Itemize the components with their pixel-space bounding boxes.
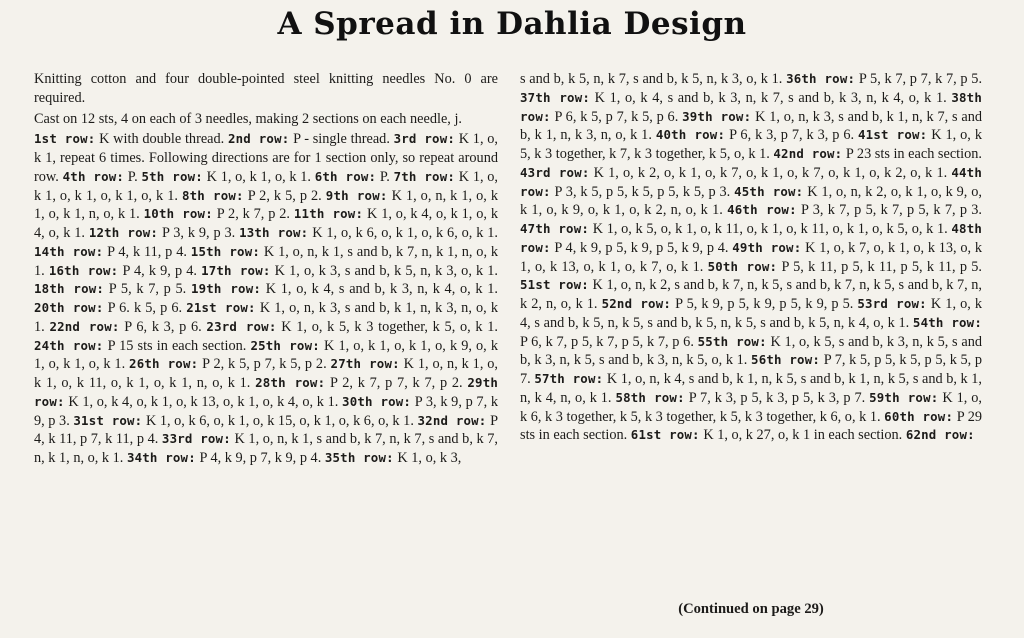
page-title: A Spread in Dahlia Design	[277, 6, 747, 42]
row-text: K 1, o, n, k 3, s and b, k 1, n, k 3, n, o, k 1.	[34, 300, 498, 335]
row-label: 34th row:	[126, 450, 196, 465]
row-label: 21st row:	[186, 300, 256, 315]
row-label: 6th row:	[314, 168, 377, 184]
row-text: P 4, k 11, p 7, k 11, p 4.	[34, 412, 499, 448]
row-text: K 1, o, k 5, o, k 1, o, k 11, o, k 1, o, k 11, o, k 1, o, k 5, o, k 1.	[592, 221, 948, 237]
row-text: K with double thread.	[99, 131, 225, 148]
row-text: P.	[379, 168, 390, 185]
row-text: P 6, k 7, p 5, k 7, p 5, k 7, p 6.	[520, 333, 694, 350]
row-text: K 1, o, k 6, k 3 together, k 5, k 3 together, k 5, k 3 together, k 6, o, k 1.	[520, 389, 982, 425]
row-label: 19th row:	[190, 281, 262, 297]
row-text: K 1, o, k 1, o, k 1, o, k 1, o, k 1.	[34, 168, 498, 204]
row-label: 23rd row:	[206, 318, 277, 334]
row-label: 39th row:	[682, 108, 752, 124]
row-label: 2nd row:	[227, 131, 290, 147]
row-text: K 1, o, k 4, s and b, k 5, n, k 5, s and b, k 5, n, k 5, s and b, k 5, n, k 4, o, k 1.	[520, 296, 983, 331]
row-label: 24th row:	[34, 337, 104, 353]
row-text: K 1, o, k 4, s and b, k 3, n, k 7, s and b, k 3, n, k 4, o, k 1.	[594, 89, 947, 106]
row-label: 40th row:	[655, 127, 726, 143]
row-text: P 6, k 3, p 7, k 3, p 6.	[729, 127, 855, 144]
row-text: P 7, k 3, p 5, k 3, p 5, k 3, p 7.	[688, 389, 866, 406]
row-label: 41st row:	[858, 127, 928, 143]
row-label: 15th row:	[190, 243, 261, 259]
row-label: 25th row:	[250, 337, 320, 353]
right-column	[520, 70, 982, 445]
row-text: K 1, o, n, k 1, s and b, k 7, n, k 1, n, o, k 1.	[34, 243, 499, 279]
row-label: 17th row:	[201, 262, 271, 278]
row-label: 7th row:	[393, 168, 456, 184]
row-label: 54th row:	[912, 314, 982, 330]
row-text: K 1, o, n, k 4, s and b, k 1, n, k 5, s and b, k 1, n, k 5, s and b, k 1, n, k 4, n, o, k 1.	[520, 371, 982, 406]
row-text: K 1, o, k 7, o, k 1, o, k 13, o, k 1, o, k 13, o, k 1, o, k 7, o, k 1.	[520, 239, 982, 275]
row-text: P 3, k 9, p 7, k 9, p 3.	[34, 393, 499, 429]
row-label: 51st row:	[520, 277, 589, 293]
row-text: P 4, k 9, p 7, k 9, p 4.	[199, 450, 322, 466]
row-label: 52nd row:	[601, 296, 672, 311]
row-text: P 15 sts in each section.	[107, 337, 247, 354]
row-text: K 1, o, k 4, o, k 1, o, k 4, o, k 1.	[34, 206, 498, 241]
row-text: P - single thread.	[293, 131, 390, 148]
row-label: 10th row:	[143, 206, 213, 222]
row-label: 14th row:	[34, 243, 104, 259]
row-text: P 5, k 9, p 5, k 9, p 5, k 9, p 5.	[675, 296, 854, 312]
row-text: K 1, o, n, k 1, s and b, k 7, n, k 7, s and b, k 7, n, k 1, n, o, k 1.	[34, 431, 498, 466]
row-label: 37th row:	[520, 89, 591, 105]
row-label: 53rd row:	[857, 296, 927, 311]
row-text: K 1, o, k 5, s and b, k 3, n, k 5, s and b, k 3, n, k 5, s and b, k 3, n, k 5, o, k 1.	[520, 333, 982, 369]
row-text: K 1, o, k 2, o, k 1, o, k 7, o, k 1, o, k 7, o, k 1, o, k 2, o, k 1.	[593, 164, 948, 181]
row-label: 62nd row:	[905, 427, 975, 443]
row-label: 3rd row:	[393, 131, 456, 147]
row-text: K 1, o, k 4, s and b, k 3, n, k 4, o, k 1.	[265, 281, 498, 298]
row-label: 59th row:	[869, 389, 939, 405]
row-label: 5th row:	[141, 168, 203, 184]
row-text: P 3, k 9, p 3.	[161, 225, 236, 241]
row-label: 31st row:	[73, 412, 143, 428]
row-label: 55th row:	[697, 333, 767, 349]
row-label: 43rd row:	[520, 164, 590, 180]
row-label: 38th row:	[520, 89, 982, 124]
row-label: 45th row:	[734, 183, 804, 199]
row-text: P 6, k 5, p 7, k 5, p 6.	[554, 108, 679, 125]
row-label: 60th row:	[884, 408, 954, 424]
row-label: 44th row:	[520, 164, 982, 199]
row-text: K 1, o, k 5, k 3 together, k 7, k 3 together, k 5, o, k 1.	[520, 127, 982, 162]
row-label: 1st row:	[34, 131, 96, 147]
row-label: 20th row:	[34, 300, 104, 315]
left-row-instructions	[34, 130, 498, 468]
row-label: 4th row:	[62, 168, 125, 184]
right-row-instructions	[520, 70, 982, 445]
row-text: P 2, k 7, p 7, k 7, p 2.	[330, 375, 463, 391]
row-text: P 4, k 11, p 4.	[107, 243, 187, 260]
row-label: 13th row:	[239, 225, 309, 240]
row-label: 36th row:	[786, 71, 856, 86]
row-label: 26th row:	[129, 356, 199, 372]
row-text: P 5, k 7, p 5.	[108, 281, 187, 298]
row-text: K 1, o, k 6, o, k 1, o, k 15, o, k 1, o, k 6, o, k 1.	[145, 412, 414, 429]
row-text: P 7, k 5, p 5, k 5, p 5, k 5, p 7.	[520, 352, 982, 387]
row-text: K 1, o, n, k 2, o, k 1, o, k 9, o, k 1, o, k 9, o, k 1, o, k 2, n, o, k 1.	[520, 183, 982, 219]
row-label: 33rd row:	[161, 431, 231, 447]
row-text: K 1, o, n, k 1, o, k 1, o, k 11, o, k 1, o, k 1, n, o, k 1.	[34, 356, 498, 391]
row-text: K 1, o, k 6, o, k 1, o, k 6, o, k 1.	[312, 225, 498, 241]
row-text: K 1, o, k 1, repeat 6 times. Following directions are for 1 section only, so repeat around row.	[34, 131, 498, 185]
intro-materials: Knitting cotton and four double-pointed steel knitting needles No. 0 are required.	[34, 71, 498, 106]
row-label: 50th row:	[707, 258, 778, 274]
row-label: 57th row:	[534, 371, 604, 386]
row-text: P 5, k 7, p 7, k 7, p 5.	[858, 71, 983, 87]
row-label: 11th row:	[293, 206, 364, 222]
row-label: 46th row:	[727, 202, 797, 218]
row-label: 29th row:	[34, 375, 499, 409]
row-text: P 3, k 7, p 5, k 7, p 5, k 7, p 3.	[801, 202, 982, 219]
row-text: P 6. k 5, p 6.	[107, 300, 183, 316]
row-label: 30th row:	[342, 393, 412, 409]
row-label: 35th row:	[324, 450, 394, 465]
row-label: 32nd row:	[417, 412, 487, 428]
intro-cast-on: Cast on 12 sts, 4 on each of 3 needles, making 2 sections on each needle, j.	[34, 110, 463, 127]
row-label: 49th row:	[732, 239, 802, 255]
row-text: K 1, o, k 3, s and b, k 5, n, k 3, o, k 1.	[274, 262, 499, 279]
row-text: K 1, o, k 4, o, k 1, o, k 13, o, k 1, o, k 4, o, k 1.	[68, 393, 339, 410]
row-text: K 1, o, k 1, o, k 1, o, k 9, o, k 1, o, k 1, o, k 1.	[34, 337, 498, 373]
row-label: 9th row:	[325, 187, 388, 203]
row-label: 58th row:	[615, 389, 685, 405]
row-label: 28th row:	[255, 375, 326, 390]
row-text: P 4, k 9, p 4.	[122, 262, 197, 279]
row-text: K 1, o, n, k 3, s and b, k 1, n, k 7, s and b, k 1, n, k 3, n, o, k 1.	[520, 108, 983, 144]
row-label: 27th row:	[330, 356, 400, 372]
row-label: 47th row:	[520, 221, 590, 236]
row-text: P 2, k 5, p 2.	[247, 187, 322, 204]
row-label: 61st row:	[630, 427, 700, 443]
row-text: P 29 sts in each section.	[520, 408, 983, 444]
row-text: P.	[127, 168, 138, 185]
row-text: P 3, k 5, p 5, k 5, p 5, k 5, p 3.	[554, 183, 731, 200]
row-text: K 1, o, k 1, o, k 1.	[206, 168, 311, 185]
row-text: P 23 sts in each section.	[845, 146, 982, 162]
row-text: P 6, k 3, p 6.	[124, 318, 202, 335]
row-text: K 1, o, k 3,	[397, 450, 462, 466]
row-label: 12th row:	[88, 225, 159, 240]
row-text: P 2, k 5, p 7, k 5, p 2.	[202, 356, 327, 373]
row-text: K 1, o, n, k 1, o, k 1, o, k 1, n, o, k 1.	[34, 187, 498, 223]
row-text: P 2, k 7, p 2.	[216, 206, 291, 223]
row-label: 8th row:	[181, 187, 244, 203]
row-text: K 1, o, n, k 2, s and b, k 7, n, k 5, s and b, k 7, n, k 5, s and b, k 7, n, k 2, n, o, k 1.	[520, 277, 982, 312]
continued-note: (Continued on page 29)	[678, 601, 824, 617]
row-text: s and b, k 5, n, k 7, s and b, k 5, n, k 3, o, k 1.	[520, 71, 783, 87]
row-label: 16th row:	[48, 262, 119, 278]
left-column	[34, 70, 498, 468]
row-label: 56th row:	[751, 352, 821, 368]
row-label: 22nd row:	[49, 318, 120, 334]
row-text: P 4, k 9, p 5, k 9, p 5, k 9, p 4.	[554, 239, 729, 256]
row-text: P 5, k 11, p 5, k 11, p 5, k 11, p 5.	[781, 258, 983, 275]
row-text: K 1, o, k 5, k 3 together, k 5, o, k 1.	[281, 318, 498, 335]
row-text: K 1, o, k 27, o, k 1 in each section.	[703, 427, 903, 444]
row-label: 18th row:	[34, 281, 105, 297]
row-label: 42nd row:	[773, 146, 843, 161]
row-label: 48th row:	[520, 221, 983, 255]
